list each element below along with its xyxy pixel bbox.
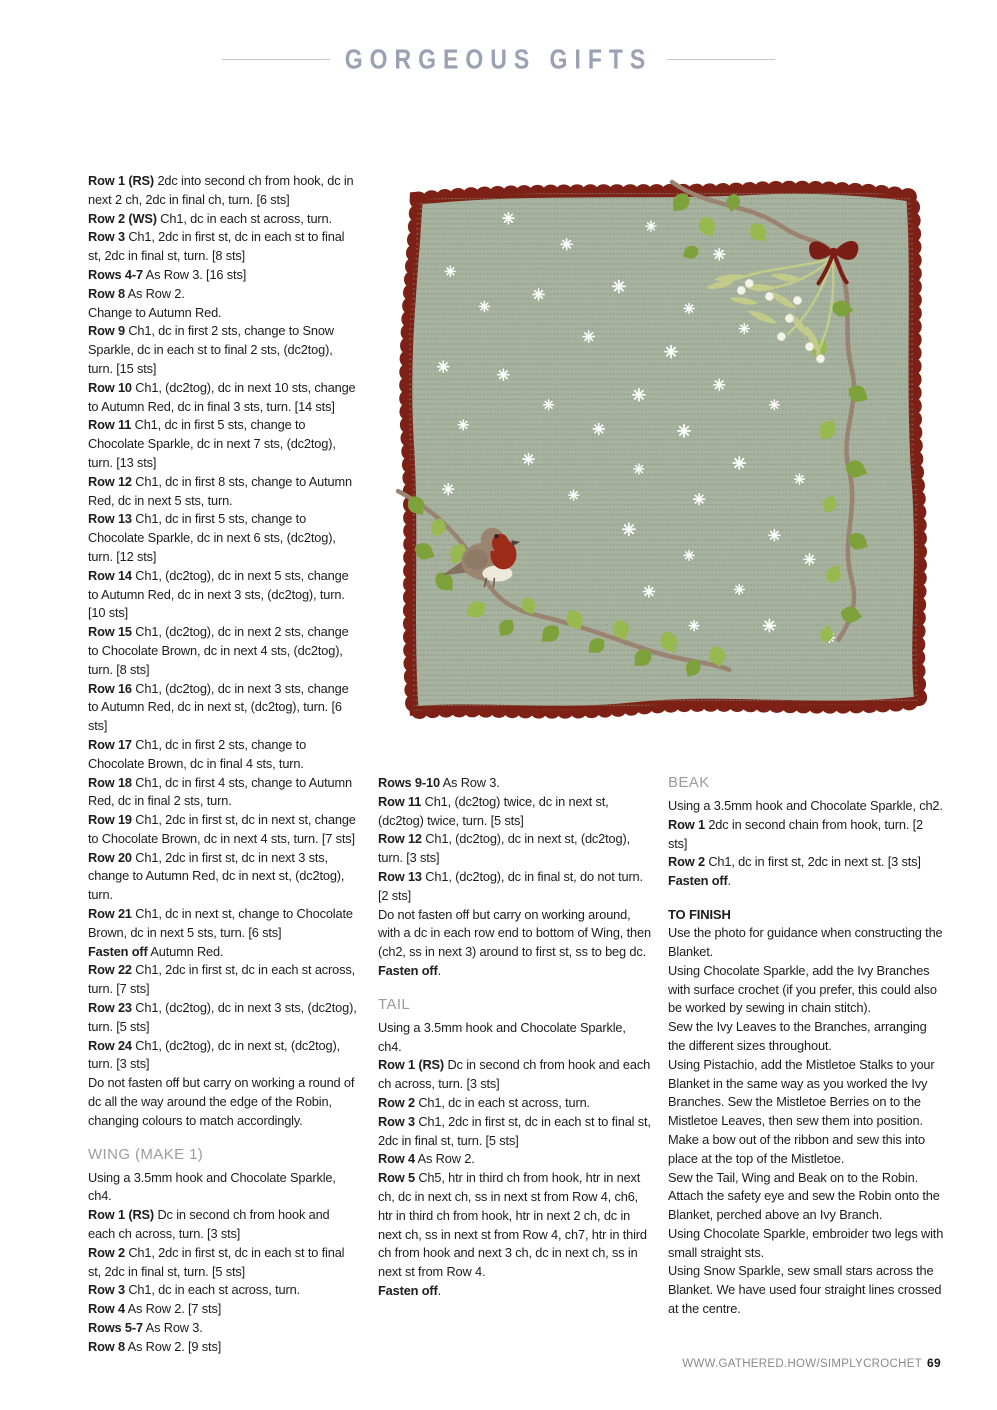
section-heading: TAIL: [378, 995, 411, 1013]
pattern-paragraph: Do not fasten off but carry on working around, with a dc in each row end to bottom of Wing, then (ch2, ss in next 3) around to first st, ss to beg dc.: [378, 906, 651, 960]
pattern-paragraph: Row 4 As Row 2. [7 sts]: [88, 1301, 222, 1317]
pattern-paragraph: Use the photo for guidance when constructing the Blanket.: [668, 925, 943, 959]
section-heading: BEAK: [668, 774, 710, 791]
pattern-paragraph: Row 15 Ch1, (dc2tog), dc in next 2 sts, change to Chocolate Brown, dc in next 4 sts, (dc2tog), turn. [8 sts]: [88, 624, 349, 677]
page-footer: [682, 1356, 941, 1370]
pattern-paragraph: Row 23 Ch1, (dc2tog), dc in next 3 sts, (dc2tog), turn. [5 sts]: [88, 1000, 357, 1034]
header-rule-left: [222, 59, 330, 60]
section-heading: WING (MAKE 1): [88, 1145, 204, 1163]
page-title: GORGEOUS GIFTS: [344, 43, 653, 75]
pattern-paragraph: Row 11 Ch1, (dc2tog) twice, dc in next st, (dc2tog) twice, turn. [5 sts]: [378, 793, 609, 828]
pattern-paragraph: Sew the Tail, Wing and Beak on to the Robin. Attach the safety eye and sew the Robin onto the Blanket, perched above an Ivy Branch.: [668, 1169, 940, 1223]
pattern-paragraph: Row 2 Ch1, dc in first st, 2dc in next st. [3 sts]: [668, 854, 921, 870]
pattern-paragraph: Row 2 Ch1, 2dc in first st, dc in each st to final st, 2dc in final st, turn. [5 sts]: [88, 1244, 345, 1279]
footer-page-number: 69: [927, 1356, 941, 1370]
pattern-paragraph: Row 19 Ch1, 2dc in first st, dc in next st, change to Chocolate Brown, dc in next 4 sts, turn. [7 sts]: [88, 812, 356, 846]
pattern-column-left: [88, 172, 360, 1357]
pattern-paragraph: Row 20 Ch1, 2dc in first st, dc in next 3 sts, change to Autumn Red, dc in next st, (dc2tog), turn.: [88, 849, 345, 903]
pattern-column-right: [668, 772, 945, 1319]
footer-url: WWW.GATHERED.HOW/SIMPLYCROCHET: [682, 1358, 923, 1370]
pattern-paragraph: Row 2 Ch1, dc in each st across, turn.: [378, 1095, 590, 1110]
pattern-paragraph: Row 22 Ch1, 2dc in first st, dc in each st across, turn. [7 sts]: [88, 962, 356, 997]
pattern-paragraph: Using Pistachio, add the Mistletoe Stalks to your Blanket in the same way as you worked the Ivy Branches. Sew the Mistletoe Berries on to the Mistletoe Leaves, then sew them into position. Make a bow out of the ribbon and sew this into place at the top of the Mistletoe.: [668, 1056, 935, 1166]
blanket-photo: [388, 166, 945, 738]
pattern-paragraph: Row 12 Ch1, (dc2tog), dc in next st, (dc2tog), turn. [3 sts]: [378, 831, 630, 866]
pattern-paragraph: Row 24 Ch1, (dc2tog), dc in next st, (dc2tog), turn. [3 sts]: [88, 1037, 340, 1072]
pattern-paragraph: Rows 4-7 As Row 3. [16 sts]: [88, 266, 247, 282]
header-rule-right: [667, 59, 775, 60]
pattern-paragraph: Row 10 Ch1, (dc2tog), dc in next 10 sts, change to Autumn Red, dc in final 3 sts, turn. [14 sts]: [88, 379, 356, 414]
pattern-paragraph: Do not fasten off but carry on working a round of dc all the way around the edge of the Robin, changing colours to match accordingly.: [88, 1075, 355, 1128]
pattern-paragraph: Row 13 Ch1, dc in first 5 sts, change to Chocolate Sparkle, dc in next 6 sts, (dc2tog), turn. [12 sts]: [88, 511, 336, 564]
pattern-paragraph: Row 3 Ch1, 2dc in first st, dc in each st to final st, 2dc in final st, turn. [5 sts]: [378, 1113, 651, 1148]
pattern-paragraph: Row 14 Ch1, (dc2tog), dc in next 5 sts, change to Autumn Red, dc in next 3 sts, (dc2tog), turn. [10 sts]: [88, 567, 349, 621]
pattern-paragraph: Fasten off.: [378, 1282, 442, 1298]
pattern-paragraph: Using a 3.5mm hook and Chocolate Sparkle, ch4.: [378, 1019, 626, 1054]
pattern-paragraph: Row 5 Ch5, htr in third ch from hook, htr in next ch, dc in next ch, ss in next st from Row 4, ch6, htr in third ch from hook, htr in next 2 ch, dc in next ch, ss in next st from Row 4, ch7, htr in third ch from hook and next 3 ch, dc in next ch, ss in next st from Row 4.: [378, 1170, 647, 1280]
pattern-paragraph: Row 13 Ch1, (dc2tog), dc in final st, do not turn. [2 sts]: [378, 868, 643, 903]
pattern-paragraph: Row 4 As Row 2.: [378, 1151, 475, 1167]
pattern-paragraph: Fasten off.: [378, 962, 442, 978]
pattern-paragraph: Rows 5-7 As Row 3.: [88, 1320, 203, 1336]
pattern-paragraph: Fasten off Autumn Red.: [88, 943, 224, 959]
pattern-paragraph: Fasten off.: [668, 873, 732, 889]
section-header: [0, 43, 997, 75]
pattern-paragraph: Row 17 Ch1, dc in first 2 sts, change to Chocolate Brown, dc in final 4 sts, turn.: [88, 736, 307, 771]
pattern-paragraph: Sew the Ivy Leaves to the Branches, arranging the different sizes throughout.: [668, 1019, 927, 1053]
pattern-paragraph: Row 8 As Row 2. [9 sts]: [88, 1338, 222, 1354]
pattern-paragraph: Row 21 Ch1, dc in next st, change to Chocolate Brown, dc in next 5 sts, turn. [6 sts]: [88, 906, 353, 940]
pattern-paragraph: Row 12 Ch1, dc in first 8 sts, change to Autumn Red, dc in next 5 sts, turn.: [88, 473, 352, 508]
pattern-paragraph: Row 18 Ch1, dc in first 4 sts, change to Autumn Red, dc in final 2 sts, turn.: [88, 774, 352, 809]
pattern-paragraph: Rows 9-10 As Row 3.: [378, 775, 500, 790]
pattern-paragraph: Using Chocolate Sparkle, add the Ivy Branches with surface crochet (if you prefer, this could also be worked by sewing in chain stitch).: [668, 962, 937, 1016]
pattern-paragraph: Row 8 As Row 2.: [88, 285, 185, 301]
pattern-paragraph: Using Chocolate Sparkle, embroider two legs with small straight sts.: [668, 1225, 944, 1260]
section-heading-strong: TO FINISH: [668, 907, 731, 923]
pattern-paragraph: Row 16 Ch1, (dc2tog), dc in next 3 sts, change to Autumn Red, dc in next st, (dc2tog), turn. [6 sts]: [88, 680, 349, 734]
pattern-paragraph: Row 11 Ch1, dc in first 5 sts, change to Chocolate Sparkle, dc in next 7 sts, (dc2tog), turn. [13 sts]: [88, 417, 336, 470]
pattern-paragraph: Row 3 Ch1, dc in each st across, turn.: [88, 1282, 300, 1298]
pattern-paragraph: Row 3 Ch1, 2dc in first st, dc in each st to final st, 2dc in final st, turn. [8 sts]: [88, 229, 345, 264]
pattern-paragraph: Using a 3.5mm hook and Chocolate Sparkle, ch2.: [668, 798, 943, 814]
pattern-paragraph: Row 1 (RS) Dc in second ch from hook and each ch across, turn. [3 sts]: [378, 1057, 651, 1092]
pattern-paragraph: Row 9 Ch1, dc in first 2 sts, change to Snow Sparkle, dc in each st to final 2 sts, (dc2tog), turn. [15 sts]: [88, 323, 334, 376]
pattern-paragraph: Using Snow Sparkle, sew small stars across the Blanket. We have used four straight lines crossed at the centre.: [668, 1263, 942, 1317]
pattern-paragraph: Row 1 (RS) Dc in second ch from hook and each ch across, turn. [3 sts]: [88, 1207, 330, 1242]
pattern-paragraph: Row 2 (WS) Ch1, dc in each st across, turn.: [88, 210, 332, 226]
pattern-paragraph: Change to Autumn Red.: [88, 304, 222, 320]
pattern-paragraph: Row 1 (RS) 2dc into second ch from hook, dc in next 2 ch, 2dc in final ch, turn. [6 sts]: [88, 173, 354, 207]
pattern-paragraph: Using a 3.5mm hook and Chocolate Sparkle, ch4.: [88, 1169, 336, 1204]
pattern-column-middle: [378, 774, 652, 1301]
pattern-paragraph: Row 1 2dc in second chain from hook, turn. [2 sts]: [668, 816, 924, 851]
